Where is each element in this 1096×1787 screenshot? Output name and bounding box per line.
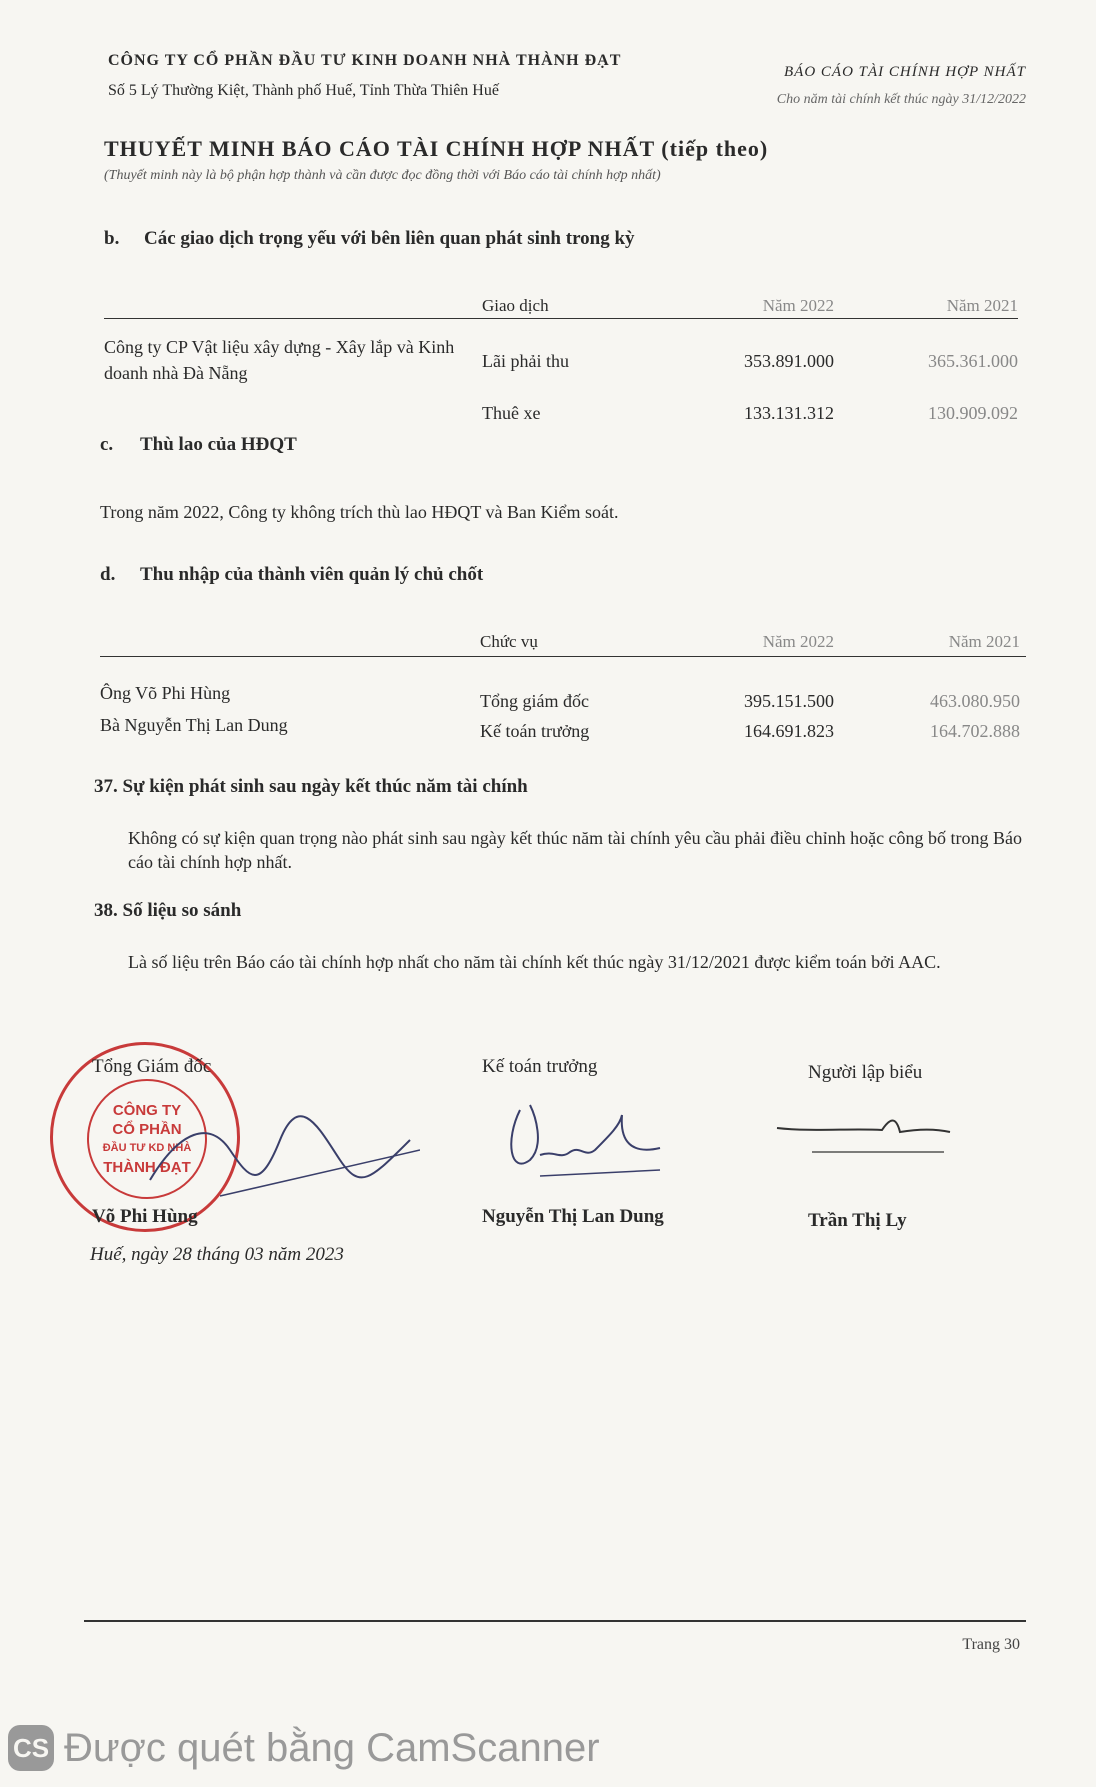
company-name: CÔNG TY CỔ PHẦN ĐẦU TƯ KINH DOANH NHÀ THÀNH ĐẠT: [108, 52, 622, 69]
preparer-signature: [772, 1108, 952, 1168]
scanner-watermark: [8, 1724, 600, 1771]
section-d-heading: [100, 564, 483, 586]
report-name: BÁO CÁO TÀI CHÍNH HỢP NHẤT: [784, 64, 1026, 80]
place-date: Huế, ngày 28 tháng 03 năm 2023: [90, 1244, 344, 1265]
section-c-text: Trong năm 2022, Công ty không trích thù lao HĐQT và Ban Kiểm soát.: [100, 502, 619, 522]
col-2021-header: Năm 2021: [946, 296, 1018, 315]
amount-2021: 365.361.000: [928, 351, 1018, 371]
section-d-letter: d.: [100, 564, 116, 585]
table-b-rule: [104, 318, 1018, 319]
section-38-number: 38.: [94, 900, 118, 921]
income-2022: 395.151.500: [744, 691, 834, 711]
transaction-type: Lãi phải thu: [482, 351, 569, 371]
camscanner-logo-icon: CS: [8, 1725, 54, 1771]
table-row: [482, 348, 569, 374]
section-37-text: Không có sự kiện quan trọng nào phát sinh sau ngày kết thúc năm tài chính yêu cầu phải điều chỉnh hoặc công bố trong Báo cáo tài chính hợp nhất.: [128, 828, 1023, 872]
director-signature: [120, 1110, 420, 1200]
table-d-rule: [100, 656, 1026, 657]
income-2021: 463.080.950: [930, 691, 1020, 711]
section-b-letter: b.: [104, 228, 120, 249]
col-2022-header: Năm 2022: [762, 632, 834, 651]
page-number: Trang 30: [962, 1636, 1020, 1653]
person-position: Tổng giám đốc: [480, 691, 589, 711]
accountant-signature: [500, 1090, 670, 1180]
transaction-type: Thuê xe: [482, 403, 541, 423]
accountant-name: Nguyễn Thị Lan Dung: [482, 1206, 664, 1227]
person-name: Ông Võ Phi Hùng: [100, 683, 231, 703]
page-title: THUYẾT MINH BÁO CÁO TÀI CHÍNH HỢP NHẤT (tiếp theo): [104, 136, 769, 161]
report-period: Cho năm tài chính kết thúc ngày 31/12/2022: [776, 92, 1026, 107]
footer-rule: [84, 1620, 1026, 1622]
col-2021-header: Năm 2021: [948, 632, 1020, 651]
table-row: [482, 400, 540, 426]
person-name: Bà Nguyễn Thị Lan Dung: [100, 715, 288, 735]
watermark-text: Được quét bằng CamScanner: [64, 1725, 600, 1770]
section-38-title: Số liệu so sánh: [122, 900, 242, 921]
section-38-text: Là số liệu trên Báo cáo tài chính hợp nhất cho năm tài chính kết thúc ngày 31/12/2021 được kiểm toán bởi AAC.: [128, 952, 941, 972]
amount-2022: 353.891.000: [744, 351, 834, 371]
stamp-line: CÔNG TY: [112, 1102, 182, 1119]
page-subtitle: (Thuyết minh này là bộ phận hợp thành và cần được đọc đồng thời với Báo cáo tài chính hợp nhất): [104, 168, 661, 183]
section-37-heading: [94, 776, 528, 798]
director-title: Tổng Giám đốc: [92, 1056, 212, 1077]
section-37-title: Sự kiện phát sinh sau ngày kết thúc năm tài chính: [122, 776, 528, 797]
section-c-title: Thù lao của HĐQT: [140, 434, 297, 455]
company-address: Số 5 Lý Thường Kiệt, Thành phố Huế, Tỉnh Thừa Thiên Huế: [108, 82, 499, 99]
stamp-line: CỔ PHẦN: [112, 1121, 182, 1138]
stamp-line: THÀNH ĐẠT: [103, 1159, 191, 1176]
person-position: Kế toán trưởng: [480, 721, 590, 741]
section-38-heading: [94, 900, 241, 922]
amount-2022: 133.131.312: [744, 403, 834, 423]
section-b-heading: [104, 228, 635, 250]
section-c-letter: c.: [100, 434, 114, 455]
col-2022-header: Năm 2022: [762, 296, 834, 315]
income-2021: 164.702.888: [930, 721, 1020, 741]
section-d-title: Thu nhập của thành viên quản lý chủ chốt: [140, 564, 484, 585]
section-c-heading: [100, 434, 297, 456]
col-transaction-header: Giao dịch: [482, 296, 549, 315]
stamp-line: ĐẦU TƯ KD NHÀ: [102, 1142, 192, 1154]
accountant-title: Kế toán trưởng: [482, 1056, 598, 1077]
related-party-name: Công ty CP Vật liệu xây dựng - Xây lắp và Kinh doanh nhà Đà Nẵng: [104, 337, 455, 383]
col-position-header: Chức vụ: [480, 632, 538, 651]
section-b-title: Các giao dịch trọng yếu với bên liên quan phát sinh trong kỳ: [144, 228, 635, 249]
director-name: Võ Phi Hùng: [92, 1206, 198, 1227]
income-2022: 164.691.823: [744, 721, 834, 741]
amount-2021: 130.909.092: [928, 403, 1018, 423]
preparer-name: Trần Thị Ly: [808, 1210, 907, 1231]
preparer-title: Người lập biểu: [808, 1062, 923, 1083]
section-37-number: 37.: [94, 776, 118, 797]
